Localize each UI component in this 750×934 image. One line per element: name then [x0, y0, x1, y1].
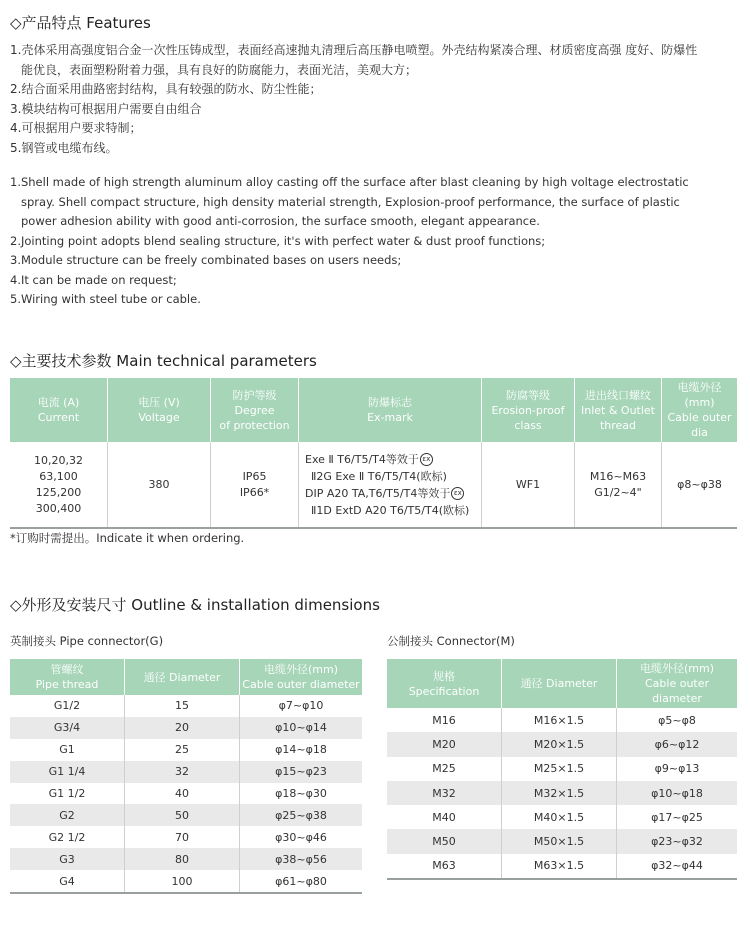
table-cell: φ14~φ18	[240, 739, 363, 761]
table-cell: M25	[387, 757, 502, 781]
table-row	[387, 781, 737, 805]
table-cell: φ10~φ14	[240, 717, 363, 739]
table-cell: φ61~φ80	[240, 870, 363, 893]
table-cell: φ10~φ18	[617, 781, 738, 805]
table-cell: 50	[125, 804, 240, 826]
table-cell: G1 1/4	[10, 761, 125, 783]
table-row	[10, 717, 362, 739]
table-row	[387, 854, 737, 879]
table-row	[10, 870, 362, 893]
table-cell: M63×1.5	[502, 854, 617, 879]
params-data-row	[10, 442, 737, 528]
features-en-line: 2.Jointing point adopts blend sealing structure, it's with perfect water & dust proof functions;	[10, 233, 546, 248]
table-cell: M32	[387, 781, 502, 805]
table-cell: φ32~φ44	[617, 854, 738, 879]
col-exmark: 防爆标志 Ex-mark	[299, 378, 482, 442]
outline-title: ◇外形及安装尺寸 Outline & installation dimensions	[10, 596, 380, 614]
pipe-table	[10, 659, 362, 894]
table-cell: M20	[387, 732, 502, 756]
table-cell: M25×1.5	[502, 757, 617, 781]
table-cell: φ25~φ38	[240, 804, 363, 826]
table-cell: φ30~φ46	[240, 826, 363, 848]
table-row	[10, 783, 362, 805]
features-cn	[10, 41, 745, 158]
col-thread: 进出线口螺纹 Inlet & Outlet thread	[575, 378, 662, 442]
table-row	[387, 757, 737, 781]
metric-col-cable: 电缆外径(mm) Cable outer diameter	[617, 659, 738, 708]
table-cell: M20×1.5	[502, 732, 617, 756]
table-cell: M50×1.5	[502, 829, 617, 853]
metric-header-row	[387, 659, 737, 708]
features-cn-line: 2.结合面采用曲路密封结构，具有较强的防水、防尘性能；	[10, 82, 322, 96]
table-cell: M16×1.5	[502, 708, 617, 732]
table-cell: φ5~φ8	[617, 708, 738, 732]
table-row	[10, 826, 362, 848]
cable-value: φ8~φ38	[662, 442, 738, 528]
ex-mark-icon: εx	[451, 487, 464, 500]
table-cell: M40×1.5	[502, 805, 617, 829]
col-cable: 电缆外径(mm) Cable outer dia	[662, 378, 738, 442]
features-cn-line: 1.壳体采用高强度铝合金一次性压铸成型，表面经高速抛丸清理后高压静电喷塑。外壳结构紧凑合理、材质密度高强 度好、防爆性	[10, 43, 698, 57]
features-en-line: 5.Wiring with steel tube or cable.	[10, 292, 201, 306]
voltage-value: 380	[108, 442, 211, 528]
features-cn-line: 5.钢管或电缆布线。	[10, 140, 118, 155]
table-row	[10, 804, 362, 826]
table-cell: M32×1.5	[502, 781, 617, 805]
table-cell: M40	[387, 805, 502, 829]
table-cell: G3	[10, 848, 125, 870]
table-row	[387, 732, 737, 756]
pipe-header-row	[10, 659, 362, 695]
table-cell: G1/2	[10, 695, 125, 717]
col-erosion: 防腐等级 Erosion-proof class	[482, 378, 575, 442]
table-cell: 25	[125, 739, 240, 761]
table-cell: φ9~φ13	[617, 757, 738, 781]
table-cell: 80	[125, 848, 240, 870]
features-en-line: 4.It can be made on request;	[10, 272, 177, 287]
table-cell: φ17~φ25	[617, 805, 738, 829]
table-cell: M16	[387, 708, 502, 732]
table-row	[387, 805, 737, 829]
table-cell: φ15~φ23	[240, 761, 363, 783]
features-cn-line: 4.可根据用户要求特制；	[10, 121, 142, 135]
erosion-value: WF1	[482, 442, 575, 528]
features-en	[10, 173, 745, 310]
features-en-line: 3.Module structure can be freely combinated bases on users needs;	[10, 253, 402, 267]
metric-col-spec: 规格 Specification	[387, 659, 502, 708]
table-cell: 100	[125, 870, 240, 893]
col-current: 电流 (A) Current	[10, 378, 108, 442]
metric-table	[387, 659, 737, 880]
table-cell: 32	[125, 761, 240, 783]
table-row	[10, 848, 362, 870]
features-cn-line: 3.模块结构可根据用户需要自由组合	[10, 101, 202, 116]
table-cell: φ18~φ30	[240, 783, 363, 805]
features-en-line: power adhesion ability with good anti-corrosion, the surface smooth, elegant appearance.	[21, 214, 540, 228]
params-title: ◇主要技术参数 Main technical parameters	[10, 352, 317, 370]
table-row	[387, 708, 737, 732]
pipe-col-thread: 管螺纹 Pipe thread	[10, 659, 125, 695]
table-row	[10, 739, 362, 761]
pipe-caption: 英制接头 Pipe connector(G)	[10, 634, 164, 648]
params-header-row	[10, 378, 737, 442]
thread-values: M16~M63 G1/2~4"	[575, 442, 662, 528]
metric-col-diameter: 通径 Diameter	[502, 659, 617, 708]
table-cell: φ7~φ10	[240, 695, 363, 717]
order-note: *订购时需提出。Indicate it when ordering.	[10, 531, 245, 545]
table-cell: 70	[125, 826, 240, 848]
table-cell: 20	[125, 717, 240, 739]
table-cell: G2 1/2	[10, 826, 125, 848]
table-cell: φ6~φ12	[617, 732, 738, 756]
table-cell: φ38~φ56	[240, 848, 363, 870]
table-cell: G1 1/2	[10, 783, 125, 805]
features-en-line: 1.Shell made of high strength aluminum alloy casting off the surface after blast cleaning by high voltage electrostatic	[10, 175, 689, 189]
table-cell: φ23~φ32	[617, 829, 738, 853]
protection-values: IP65 IP66*	[211, 442, 299, 528]
pipe-col-cable: 电缆外径(mm) Cable outer diameter	[240, 659, 363, 695]
col-voltage: 电压 (V) Voltage	[108, 378, 211, 442]
features-title: ◇产品特点 Features	[10, 14, 151, 32]
table-cell: G3/4	[10, 717, 125, 739]
features-cn-line: 能优良，表面塑粉附着力强，具有良好的防腐能力，表面光洁，美观大方；	[21, 62, 418, 77]
current-values: 10,20,32 63,100 125,200 300,400	[34, 453, 83, 515]
params-table	[10, 378, 737, 529]
exmark-values: Exe Ⅱ T6/T5/T4等效于 εx Ⅱ2G Exe Ⅱ T6/T5/T4(欧标) DIP A20 TA,T6/T5/T4等效于 εx Ⅱ1D ExtD A20 T6/T5/T4(欧标)	[299, 442, 482, 528]
table-row	[387, 829, 737, 853]
pipe-col-diameter: 通径 Diameter	[125, 659, 240, 695]
table-cell: G2	[10, 804, 125, 826]
table-cell: M50	[387, 829, 502, 853]
ex-mark-icon: εx	[420, 453, 433, 466]
features-en-line: spray. Shell compact structure, high density material strength, Explosion-proof performance, the surface of plastic	[21, 194, 680, 209]
table-cell: G1	[10, 739, 125, 761]
table-cell: M63	[387, 854, 502, 879]
metric-caption: 公制接头 Connector(M)	[387, 634, 515, 648]
table-cell: G4	[10, 870, 125, 893]
table-cell: 40	[125, 783, 240, 805]
table-row	[10, 695, 362, 717]
table-cell: 15	[125, 695, 240, 717]
table-row	[10, 761, 362, 783]
col-protection: 防护等级 Degree of protection	[211, 378, 299, 442]
